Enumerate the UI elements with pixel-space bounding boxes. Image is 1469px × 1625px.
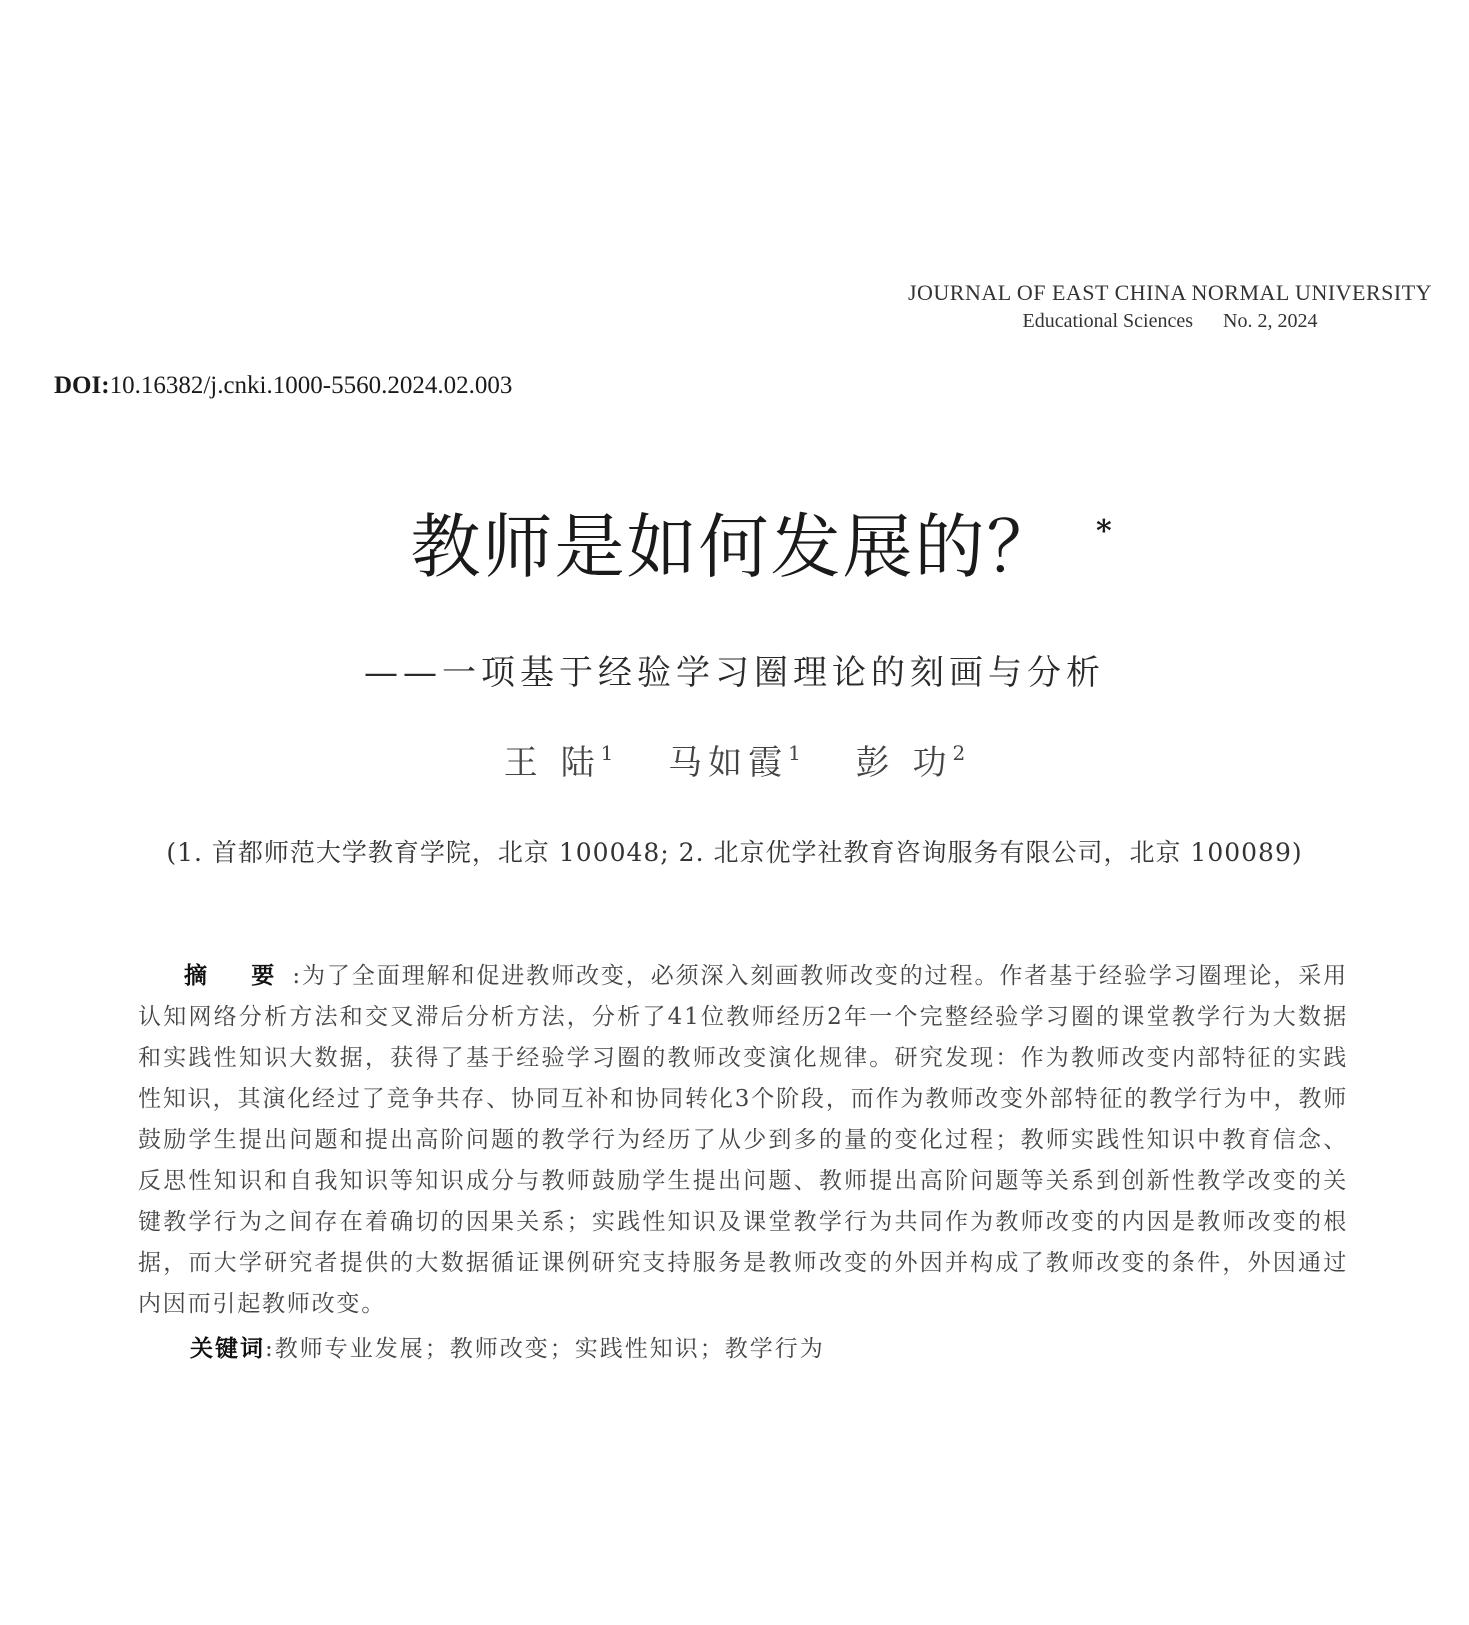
doi-label: DOI: — [54, 372, 110, 399]
abstract-label: 摘 要 — [184, 962, 293, 989]
journal-name: JOURNAL OF EAST CHINA NORMAL UNIVERSITY — [907, 280, 1433, 305]
journal-subheader — [900, 310, 1440, 333]
journal-issue: No. 2, 2024 — [1223, 310, 1318, 332]
author-affiliation-mark: 1 — [600, 741, 614, 765]
abstract — [138, 955, 1348, 1325]
author-name: 王 陆 — [503, 743, 601, 783]
title-footnote-mark: * — [1096, 514, 1112, 549]
journal-header — [900, 280, 1440, 333]
author — [856, 735, 966, 784]
keywords-label: 关键词 — [190, 1335, 265, 1362]
author — [668, 735, 801, 784]
doi-line — [54, 372, 512, 400]
keywords-text: 教师专业发展；教师改变；实践性知识；教学行为 — [274, 1336, 825, 1362]
affiliations: (1. 首都师范大学教育学院，北京 100048; 2. 北京优学社教育咨询服务有限公司，北京 100089) — [166, 838, 1303, 867]
author-name: 彭 功 — [855, 743, 953, 783]
author-name: 马如霞 — [668, 743, 789, 783]
author-affiliation-mark: 1 — [788, 741, 801, 765]
journal-section: Educational Sciences — [1022, 310, 1194, 332]
author — [504, 735, 614, 784]
author-list — [0, 735, 1469, 784]
author-affiliation-mark: 2 — [952, 741, 966, 765]
article-title: 教师是如何发展的？ — [410, 506, 1059, 588]
doi-value: 10.16382/j.cnki.1000-5560.2024.02.003 — [109, 372, 513, 399]
abstract-text: 为了全面理解和促进教师改变，必须深入刻画教师改变的过程。作者基于经验学习圈理论，采用认知网络分析方法和交叉滞后分析方法，分析了41位教师经历2年一个完整经验学习圈的课堂教学行为大数据和实践性知识大数据，获得了基于经验学习圈的教师改变演化规律。研究发现：作为教师改变内部特征的实践性知识，其演化经过了竞争共存、协同互补和协同转化3个阶段，而作为教师改变外部特征的教学行为中，教师鼓励学生提出问题和提出高阶问题的教学行为经历了从少到多的量的变化过程；教师实践性知识中教育信念、反思性知识和自我知识等知识成分与教师鼓励学生提出问题、教师提出高阶问题等关系到创新性教学改变的关键教学行为之间存在着确切的因果关系；实践性知识及课堂教学行为共同作为教师改变的内因是教师改变的根据，而大学研究者提供的大数据循证课例研究支持服务是教师改变的外因并构成了教师改变的条件，外因通过内因而引起教师改变。 — [138, 963, 1348, 1317]
article-subtitle: ——一项基于经验学习圈理论的刻画与分析 — [364, 653, 1105, 693]
abstract-colon: : — [292, 963, 302, 989]
keywords — [190, 1330, 825, 1363]
keywords-colon: : — [265, 1336, 275, 1362]
